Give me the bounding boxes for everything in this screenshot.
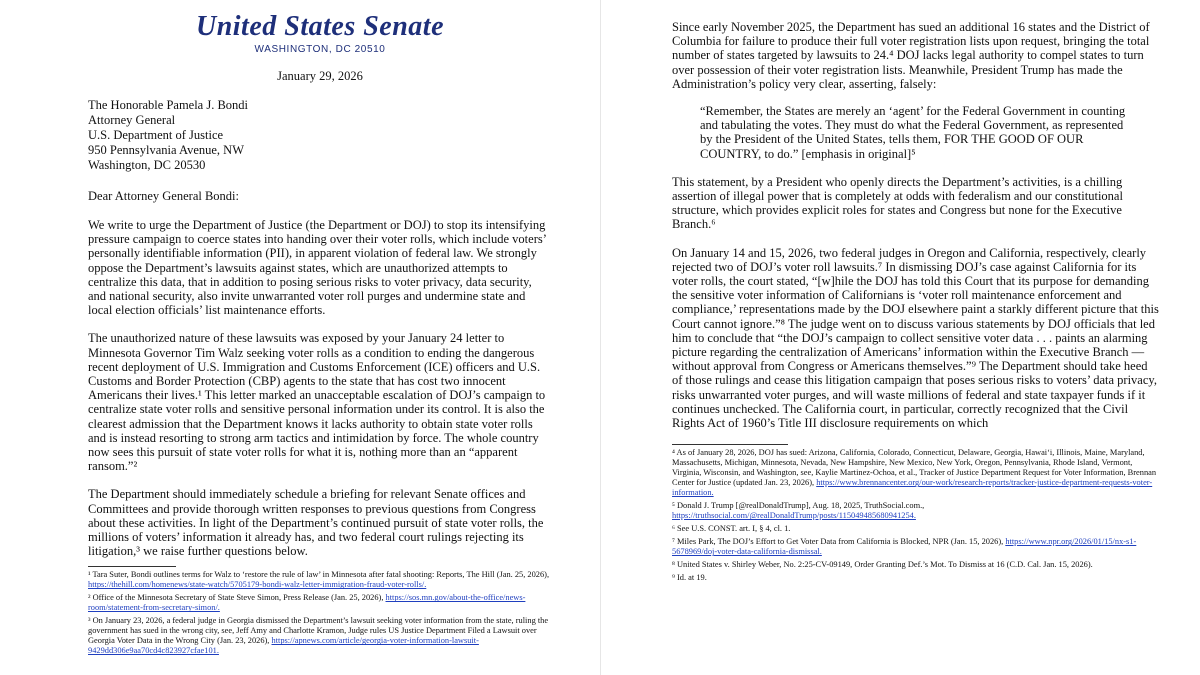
block-quote: “Remember, the States are merely an ‘agent’ for the Federal Government in counting and tabulating the votes. They must do what the Federal Government, as represented by the President of the United States, tells them, FOR THE GOOD OF OUR COUNTRY, to do.” [emphasis in original]⁵ — [700, 104, 1126, 161]
footnote-link[interactable]: https://truthsocial.com/@realDonaldTrump/posts/115049485680941254. — [672, 511, 916, 521]
footnote-link[interactable]: https://sos.mn.gov/about-the-office/news-room/statement-from-secretary-simon/. — [88, 593, 526, 613]
letterhead-city: WASHINGTON, DC 20510 — [254, 44, 386, 55]
footnote-link[interactable]: https://thehill.com/homenews/state-watch/5705179-bondi-walz-letter-immigration-fraud-voter-rolls/. — [88, 580, 427, 590]
footnote-text: ⁵ Donald J. Trump [@realDonaldTrump], Aug. 18, 2025, TruthSocial.com., — [672, 501, 925, 511]
footnote-link[interactable]: https://www.brennancenter.org/our-work/research-reports/tracker-justice-department-requests-voter-information. — [672, 478, 1153, 498]
footnote-text: ² Office of the Minnesota Secretary of State Steve Simon, Press Release (Jan. 25, 2026), — [88, 593, 384, 603]
footnote — [672, 501, 1160, 521]
footnote-text: ⁹ Id. at 19. — [672, 573, 707, 583]
body-paragraph: The Department should immediately schedule a briefing for relevant Senate offices and Committees and provide thorough written responses to previous questions from Congress about these activities. In light of the Department’s continued pursuit of state voter rolls, the millions of voters’ information it already has, and two federal court rulings rejecting its litigation,³ we raise further questions below. — [88, 487, 544, 559]
footnote — [672, 537, 1160, 557]
footnote-text: ³ On January 23, 2026, a federal judge in Georgia dismissed the Department’s lawsuit seeking voter information from the state, ruling the government has sued in the wrong city, see, Jeff Amy and Charlotte Kramon, Judge rules US Justice Department Filed a Lawsuit over Georgia Voter Data in the Wrong City (Jan. 23, 2026), — [88, 616, 549, 646]
letter-page-2 — [608, 0, 1200, 675]
body-paragraph: This statement, by a President who openly directs the Department’s activities, is a chilling assertion of illegal power that is completely at odds with federalism and our constitutional structure, which provides explicit roles for states and Congress but none for the Executive Branch.⁶ — [672, 174, 1123, 232]
body-paragraph: Since early November 2025, the Department has sued an additional 16 states and the District of Columbia for failure to produce their full voter registration lists upon request, bringing the total number of states targeted by lawsuits to 24.⁴ DOJ lacks legal authority to compel states to turn over possession of their voter registration lists. Meanwhile, President Trump has made the Administration’s policy very clear, asserting, falsely: — [672, 20, 1150, 91]
footnote-text: ¹ Tara Suter, Bondi outlines terms for Walz to ‘restore the rule of law’ in Minnesota after fatal shooting: Reports, The Hill (Jan. 25, 2026), — [88, 570, 550, 580]
footnote — [88, 616, 552, 656]
footnote-text: ⁷ Miles Park, The DOJ’s Effort to Get Voter Data from California is Blocked, NPR (Jan. 15, 2026), — [672, 537, 1004, 547]
letter-date: January 29, 2026 — [277, 69, 363, 83]
footnote — [88, 593, 552, 613]
body-paragraph: The unauthorized nature of these lawsuits was exposed by your January 24 letter to Minnesota Governor Tim Walz seeking voter rolls as a condition to ending the dangerous recent deployment of U.S. Immigration and Customs Enforcement (ICE) officers and U.S. Customs and Border Protection (CBP) agents to the state that has cost two innocent Americans their lives.¹ This letter marked an unacceptable escalation of DOJ’s campaign to centralize state voter rolls and sensitive personal information under its control. It is also the clearest admission that the Department knows it lacks authority to obtain state voter rolls and is instead resorting to strong arm tactics and intimidation by force. The whole country now sees this pursuit of state voter rolls for what it is, nothing more than an “apparent ransom.”² — [88, 331, 546, 474]
address-line: Washington, DC 20530 — [88, 158, 206, 172]
footnote — [672, 573, 1160, 583]
page-divider — [600, 0, 601, 675]
senate-seal-title: United States Senate — [195, 11, 444, 42]
body-paragraph: We write to urge the Department of Justice (the Department or DOJ) to stop its intensifying pressure campaign to coerce states into handing over their voter rolls, which include voters’ personally identifiable information (PII), in apparent violation of federal law. We strongly oppose the Department’s lawsuits against states, which are unauthorized attempts to centralize this data, that in addition to posing serious risks to voter privacy, data security, and national security, also invite unwarranted voter roll purges and undermine state and local election officials’ list maintenance efforts. — [88, 218, 546, 318]
footnote — [672, 524, 1160, 534]
address-line: The Honorable Pamela J. Bondi — [88, 98, 249, 112]
footnote — [88, 570, 552, 590]
address-line: Attorney General — [88, 113, 176, 127]
footnote-link[interactable]: https://apnews.com/article/georgia-voter-information-lawsuit-9429dd306e9aa70cd4c823927cfae101. — [88, 636, 479, 656]
body-paragraph: On January 14 and 15, 2026, two federal judges in Oregon and California, respectively, clearly rejected two of DOJ’s voter roll lawsuits.⁷ In dismissing DOJ’s case against California for its voter rolls, the court stated, “[w]hile the DOJ has told this Court that its purpose for demanding the sensitive voter information of Californians is ‘voter roll maintenance enforcement and compliance,’ representations made by the DOJ elsewhere paint a starkly different picture that this Court cannot ignore.”⁸ The judge went on to discuss various statements by DOJ officials that led him to conclude that “the DOJ’s campaign to collect sensitive voter data . . . paints an alarming picture regarding the centralization of Americans’ information within the Executive Branch — without approval from Congress or Americans themselves.”⁹ The Department should take heed of those rulings and cease this litigation campaign that poses serious risks to voters’ data privacy, risks unwarranted voter purges, and will waste millions of federal and state taxpayer funds if it continues unchecked. The California court, in particular, correctly recognized that the Civil Rights Act of 1960’s Title III disclosure requirements on which — [672, 245, 1159, 431]
footnote — [672, 448, 1160, 498]
address-line: 950 Pennsylvania Avenue, NW — [88, 143, 244, 157]
footnote-text: ⁶ See U.S. CONST. art. I, § 4, cl. 1. — [672, 524, 791, 534]
letterhead — [88, 12, 552, 55]
footnote-divider — [88, 566, 176, 567]
footnote-link[interactable]: https://www.npr.org/2026/01/15/nx-s1-5678969/doj-voter-data-california-dismissal. — [672, 537, 1137, 557]
footnote — [672, 560, 1160, 570]
address-line: U.S. Department of Justice — [88, 128, 224, 142]
recipient-address — [88, 98, 552, 173]
footnote-divider — [672, 444, 788, 445]
letter-page-1 — [0, 0, 592, 675]
footnote-text: ⁴ As of January 28, 2026, DOJ has sued: Arizona, California, Colorado, Connecticut, Delaware, Georgia, Hawai‘i, Illinois, Maine, Maryland, Massachusetts, Michigan, Minnesota, Nevada, New Hampshire, New Mexico, New York, Oregon, Pennsylvania, Rhode Island, Vermont, Virginia, Wisconsin, and Washington, see, Kaylie Martinez-Ochoa, et al., Tracker of Justice Department Request for Voter Information, Brennan Center for Justice (updated Jan. 23, 2026), — [672, 448, 1157, 488]
footnote-text: ⁸ United States v. Shirley Weber, No. 2:25-CV-09149, Order Granting Def.’s Mot. To Dismiss at 16 (C.D. Cal. Jan. 15, 2026). — [672, 560, 1093, 570]
salutation: Dear Attorney General Bondi: — [88, 189, 239, 203]
